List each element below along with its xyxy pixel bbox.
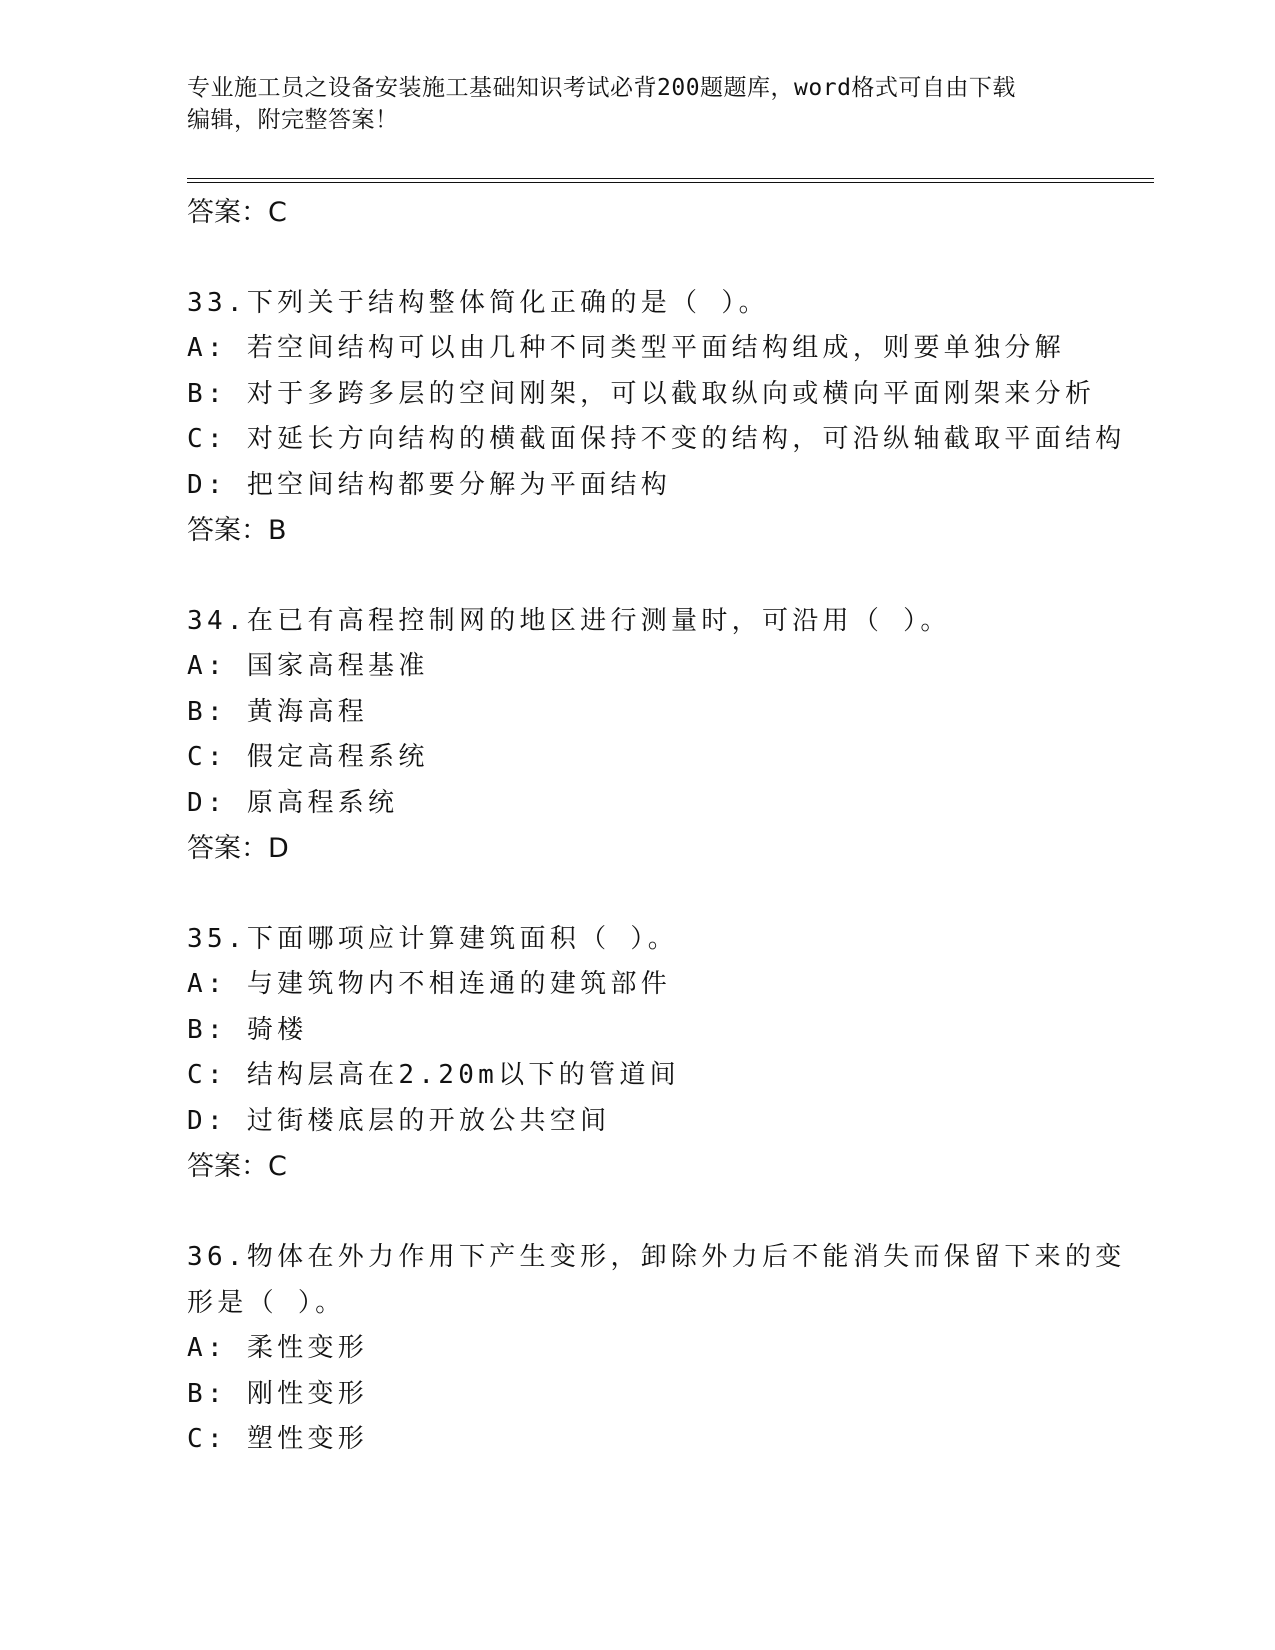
question-stem: 33.下列关于结构整体简化正确的是（ ）。 bbox=[187, 288, 769, 318]
header-divider-bottom bbox=[187, 182, 1154, 183]
question-36 bbox=[187, 1234, 1137, 1463]
document-header bbox=[187, 72, 1087, 136]
option-a: A: 国家高程基准 bbox=[187, 651, 429, 681]
option-c: C: 结构层高在2.20m以下的管道间 bbox=[187, 1060, 680, 1090]
option-b: B: 黄海高程 bbox=[187, 696, 369, 727]
previous-answer: 答案：C bbox=[187, 197, 287, 228]
option-a: A: 柔性变形 bbox=[187, 1333, 369, 1363]
option-c: C: 对延长方向结构的横截面保持不变的结构，可沿纵轴截取平面结构 bbox=[187, 424, 1126, 454]
option-d: D: 过街楼底层的开放公共空间 bbox=[187, 1105, 611, 1136]
header-line-1: 专业施工员之设备安装施工基础知识考试必背200题题库，word格式可自由下载 bbox=[187, 75, 1016, 101]
question-stem: 36.物体在外力作用下产生变形，卸除外力后不能消失而保留下来的变形是（ ）。 bbox=[187, 1242, 1126, 1318]
option-c: C: 假定高程系统 bbox=[187, 742, 429, 772]
answer-line: 答案：D bbox=[187, 833, 289, 864]
answer-line: 答案：C bbox=[187, 1151, 287, 1182]
option-a: A: 与建筑物内不相连通的建筑部件 bbox=[187, 969, 672, 999]
option-b: B: 对于多跨多层的空间刚架，可以截取纵向或横向平面刚架来分析 bbox=[187, 378, 1096, 409]
question-33 bbox=[187, 280, 1137, 554]
header-divider-top bbox=[187, 178, 1154, 179]
header-line-2: 编辑，附完整答案！ bbox=[187, 107, 399, 133]
question-stem: 35.下面哪项应计算建筑面积（ ）。 bbox=[187, 924, 679, 954]
question-34 bbox=[187, 598, 1137, 872]
question-stem: 34.在已有高程控制网的地区进行测量时，可沿用（ ）。 bbox=[187, 606, 951, 636]
option-d: D: 原高程系统 bbox=[187, 787, 399, 818]
answer-line: 答案：B bbox=[187, 515, 287, 546]
option-c: C: 塑性变形 bbox=[187, 1424, 369, 1454]
option-b: B: 骑楼 bbox=[187, 1014, 308, 1045]
option-a: A: 若空间结构可以由几种不同类型平面结构组成，则要单独分解 bbox=[187, 333, 1065, 363]
question-list bbox=[187, 190, 1137, 1463]
question-35 bbox=[187, 916, 1137, 1190]
option-b: B: 刚性变形 bbox=[187, 1378, 369, 1409]
option-d: D: 把空间结构都要分解为平面结构 bbox=[187, 469, 672, 500]
